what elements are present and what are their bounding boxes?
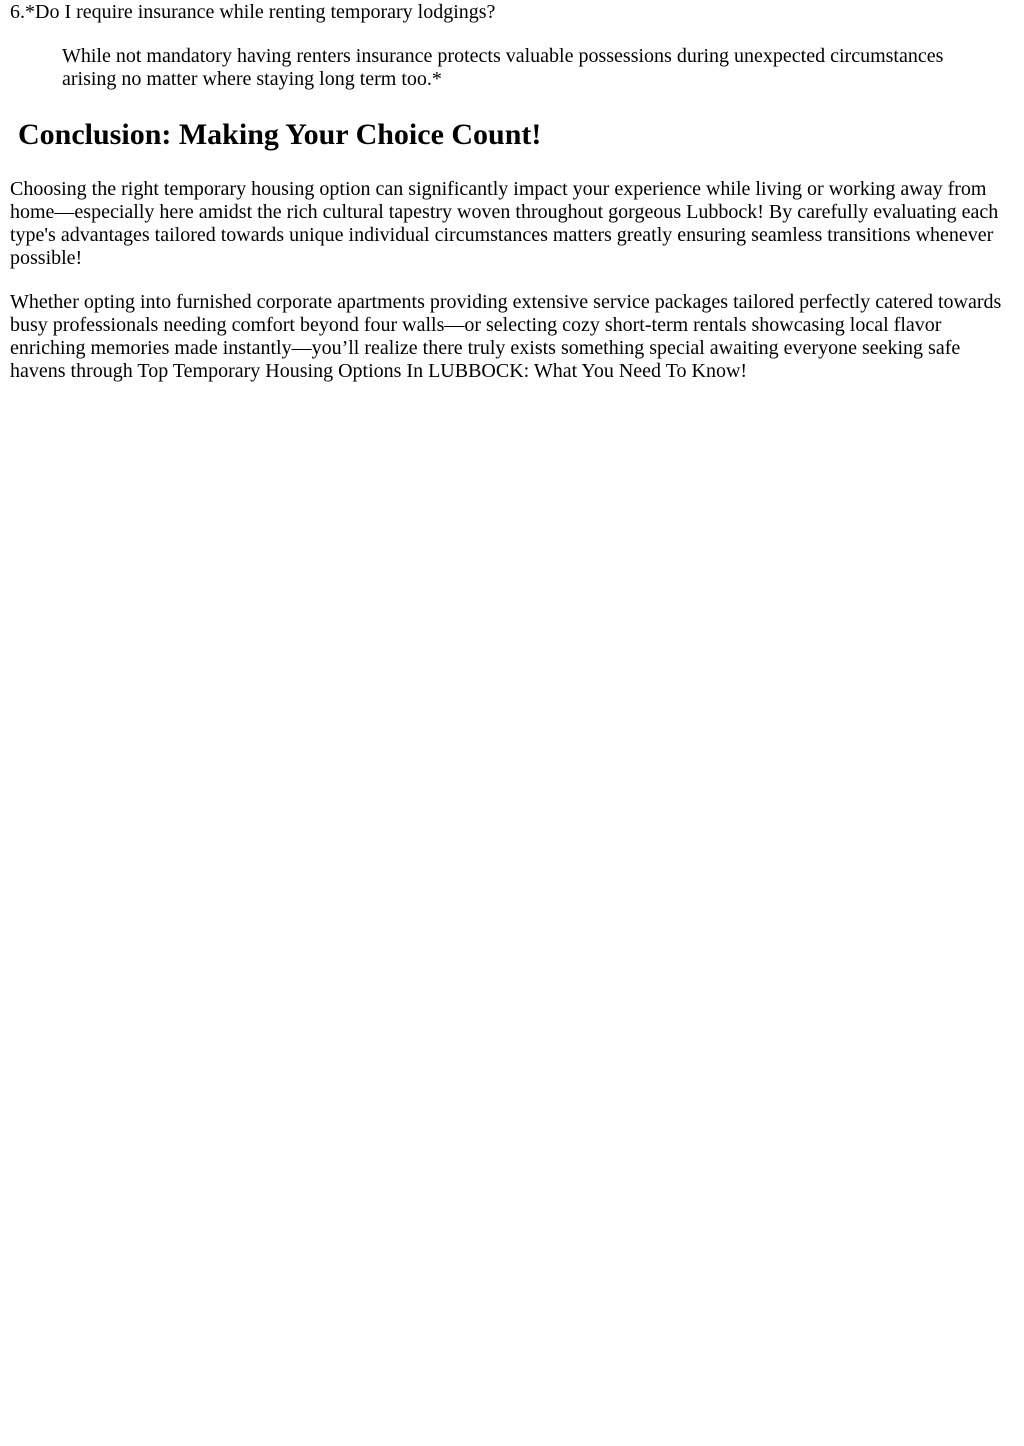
conclusion-paragraph: Whether opting into furnished corporate apartments providing extensive service packages tailored perfectly catered towards busy professionals needing comfort beyond four walls—or selecting cozy short-term rentals showcasing local flavor enriching memories made instantly—you’ll realize there truly exists something special awaiting everyone seeking safe havens through Top Temporary Housing Options In LUBBOCK: What You Need To Know! [10,291,1002,382]
faq-answer: While not mandatory having renters insurance protects valuable possessions during unexpected circumstances arising no matter where staying long term too.* [62,45,944,90]
faq-question: 6.*Do I require insurance while renting temporary lodgings? [10,1,496,23]
conclusion-heading: Conclusion: Making Your Choice Count! [18,118,542,151]
conclusion-paragraph: Choosing the right temporary housing option can significantly impact your experience while living or working away from home—especially here amidst the rich cultural tapestry woven throughout gorgeous Lubbock! By carefully evaluating each type's advantages tailored towards unique individual circumstances matters greatly ensuring seamless transitions whenever possible! [10,178,999,269]
